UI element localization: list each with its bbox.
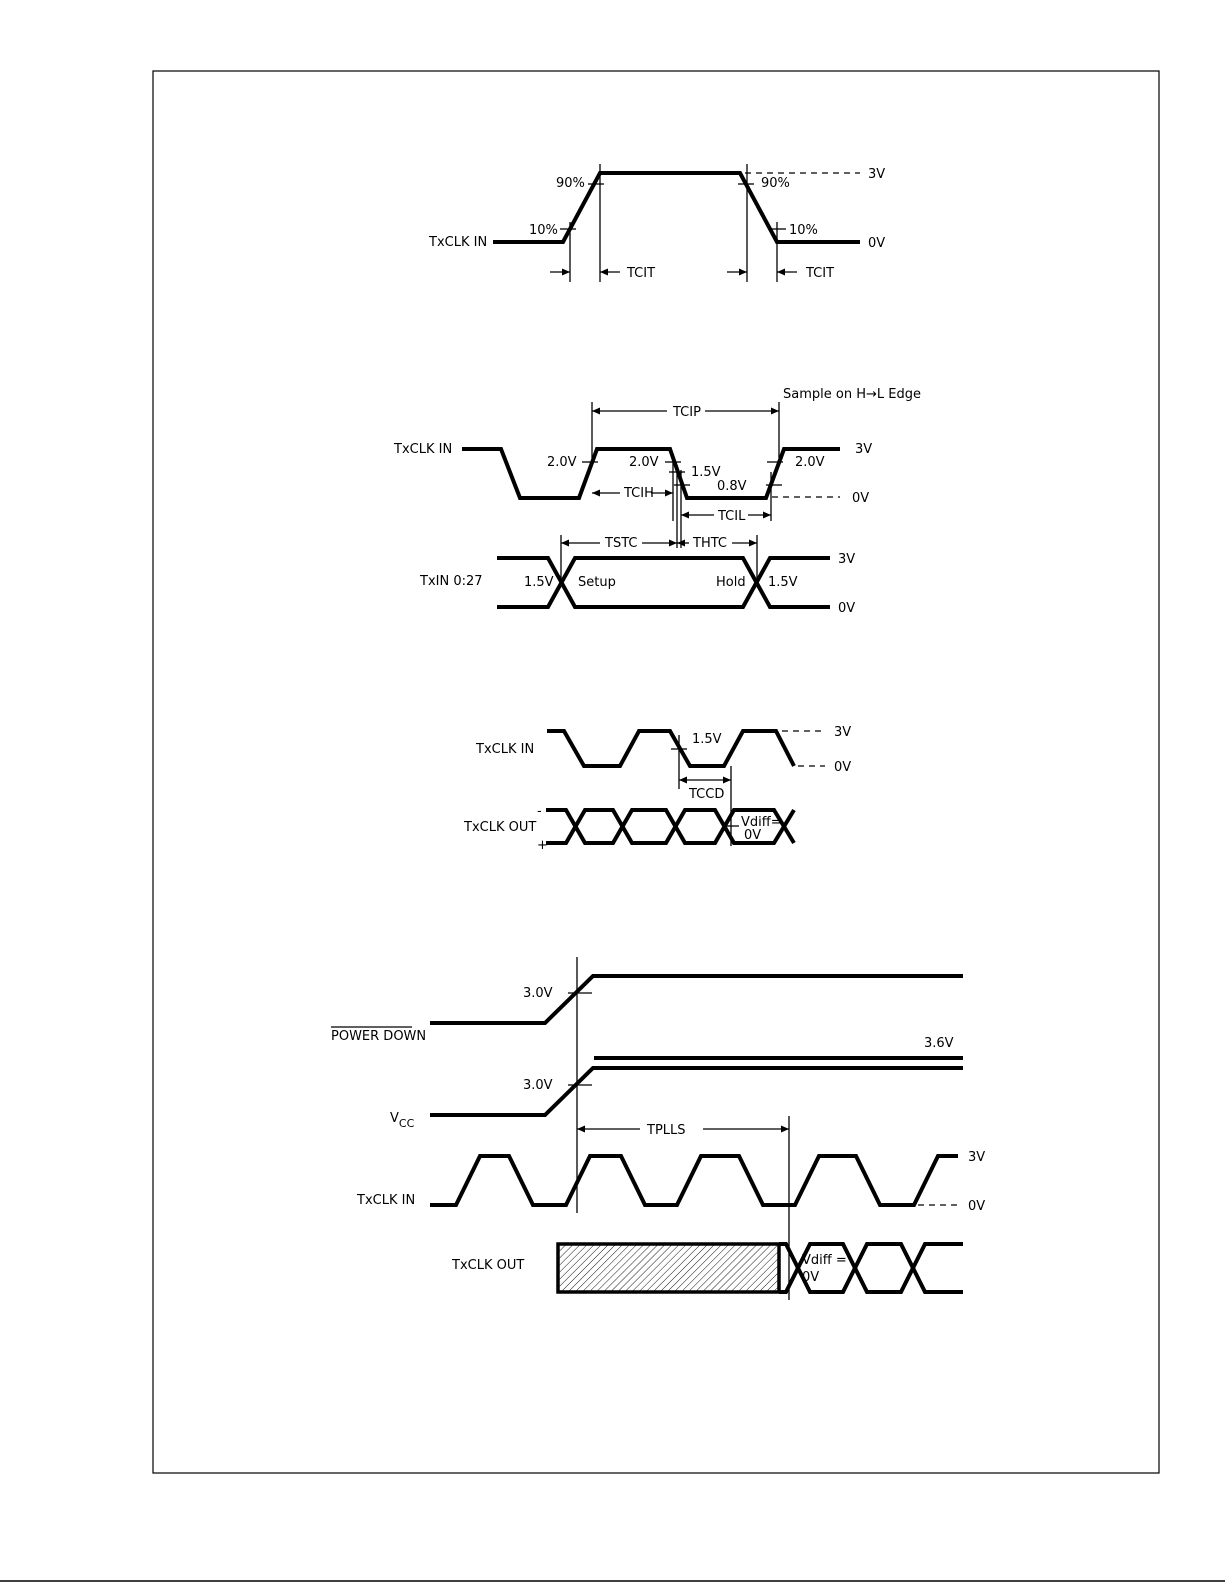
signal-label-txclk-out: TxCLK OUT — [452, 1258, 525, 1273]
rail-0v-label: 0V — [868, 236, 886, 251]
clock-transition-diagram — [428, 164, 885, 282]
pll-lock-diagram — [331, 957, 985, 1300]
arrowhead — [562, 269, 570, 276]
hold-word-label: Hold — [716, 575, 746, 590]
fall-0-8v-label: 0.8V — [717, 479, 747, 494]
plus-sign-label: + — [537, 838, 548, 853]
setup-word-label: Setup — [578, 575, 616, 590]
arrowhead — [679, 777, 687, 784]
tcih-label: TCIH — [624, 486, 654, 501]
rail-3v-label: 3V — [855, 442, 873, 457]
hold-1-5v-label: 1.5V — [768, 575, 798, 590]
arrowhead — [763, 512, 771, 519]
rise-10-percent-label: 10% — [529, 223, 558, 238]
tcit-rise-label: TCIT — [627, 266, 656, 281]
rail-3v-label: 3V — [834, 725, 852, 740]
txclk-out-undefined-region — [558, 1244, 779, 1292]
txin-rail-0v-label: 0V — [838, 601, 856, 616]
signal-label-power-down: POWER DOWN — [331, 1029, 427, 1044]
tcit-fall-label: TCIT — [806, 266, 835, 281]
rail-0v-label: 0V — [968, 1199, 986, 1214]
signal-label-txclk-in: TxCLK IN — [394, 442, 453, 457]
rise-2v-label: 2.0V — [547, 455, 577, 470]
signal-label-txclk-in: TxCLK IN — [476, 742, 535, 757]
vdiff-label-line1: Vdiff= — [741, 815, 782, 830]
vdiff-label-line1: Vdiff = — [802, 1253, 847, 1268]
arrowhead — [669, 540, 677, 547]
setup-1-5v-label: 1.5V — [524, 575, 554, 590]
rail-0v-label: 0V — [834, 760, 852, 775]
arrowhead — [739, 269, 747, 276]
tcip-label: TCIP — [673, 405, 701, 420]
fall-2v-label: 2.0V — [629, 455, 659, 470]
power-down-waveform — [430, 976, 963, 1023]
minus-sign-label: - — [537, 804, 542, 819]
fall-1-5v-label: 1.5V — [691, 465, 721, 480]
vcc-max-label: 3.6V — [924, 1036, 954, 1051]
tplls-label: TPLLS — [647, 1123, 686, 1138]
signal-label-vcc — [390, 1111, 415, 1130]
tstc-label: TSTC — [605, 536, 638, 551]
tcil-label: TCIL — [718, 509, 746, 524]
thtc-label: THTC — [693, 536, 727, 551]
signal-label-txin: TxIN 0:27 — [420, 574, 483, 589]
rail-3v-label: 3V — [868, 167, 886, 182]
rise-90-percent-label: 90% — [556, 176, 585, 191]
vcc-main-text: V — [390, 1111, 399, 1126]
arrowhead — [771, 408, 779, 415]
arrowhead — [681, 512, 689, 519]
arrowhead — [600, 269, 608, 276]
rail-3v-label: 3V — [968, 1150, 986, 1165]
rail-0v-label: 0V — [852, 491, 870, 506]
signal-label-txclk-in: TxCLK IN — [357, 1193, 416, 1208]
setup-hold-diagram — [393, 387, 921, 616]
vdiff-label-line2: 0V — [802, 1270, 820, 1285]
vcc-subscript-text: CC — [398, 1117, 415, 1130]
sample-edge-note: Sample on H→L Edge — [783, 387, 921, 402]
vcc-waveform — [430, 1068, 963, 1115]
arrowhead — [592, 490, 600, 497]
arrowhead — [781, 1126, 789, 1133]
arrowhead — [723, 777, 731, 784]
tccd-label: TCCD — [689, 787, 725, 802]
txclk-in-waveform — [547, 731, 794, 766]
arrowhead — [749, 540, 757, 547]
arrowhead — [561, 540, 569, 547]
arrowhead — [665, 490, 673, 497]
power-down-3v-label: 3.0V — [523, 986, 553, 1001]
clock-delay-diagram — [463, 725, 851, 853]
arrowhead — [592, 408, 600, 415]
vcc-3v-label: 3.0V — [523, 1078, 553, 1093]
fall-10-percent-label: 10% — [789, 223, 818, 238]
vdiff-label-line2: 0V — [744, 828, 762, 843]
signal-label-txclk-in: TxCLK IN — [429, 235, 488, 250]
signal-label-txclk-out: TxCLK OUT — [464, 820, 537, 835]
mid-1-5v-label: 1.5V — [692, 732, 722, 747]
txin-rail-3v-label: 3V — [838, 552, 856, 567]
rise-2v-right-label: 2.0V — [795, 455, 825, 470]
arrowhead — [777, 269, 785, 276]
txclk-in-waveform — [430, 1156, 958, 1205]
fall-90-percent-label: 90% — [761, 176, 790, 191]
arrowhead — [577, 1126, 585, 1133]
